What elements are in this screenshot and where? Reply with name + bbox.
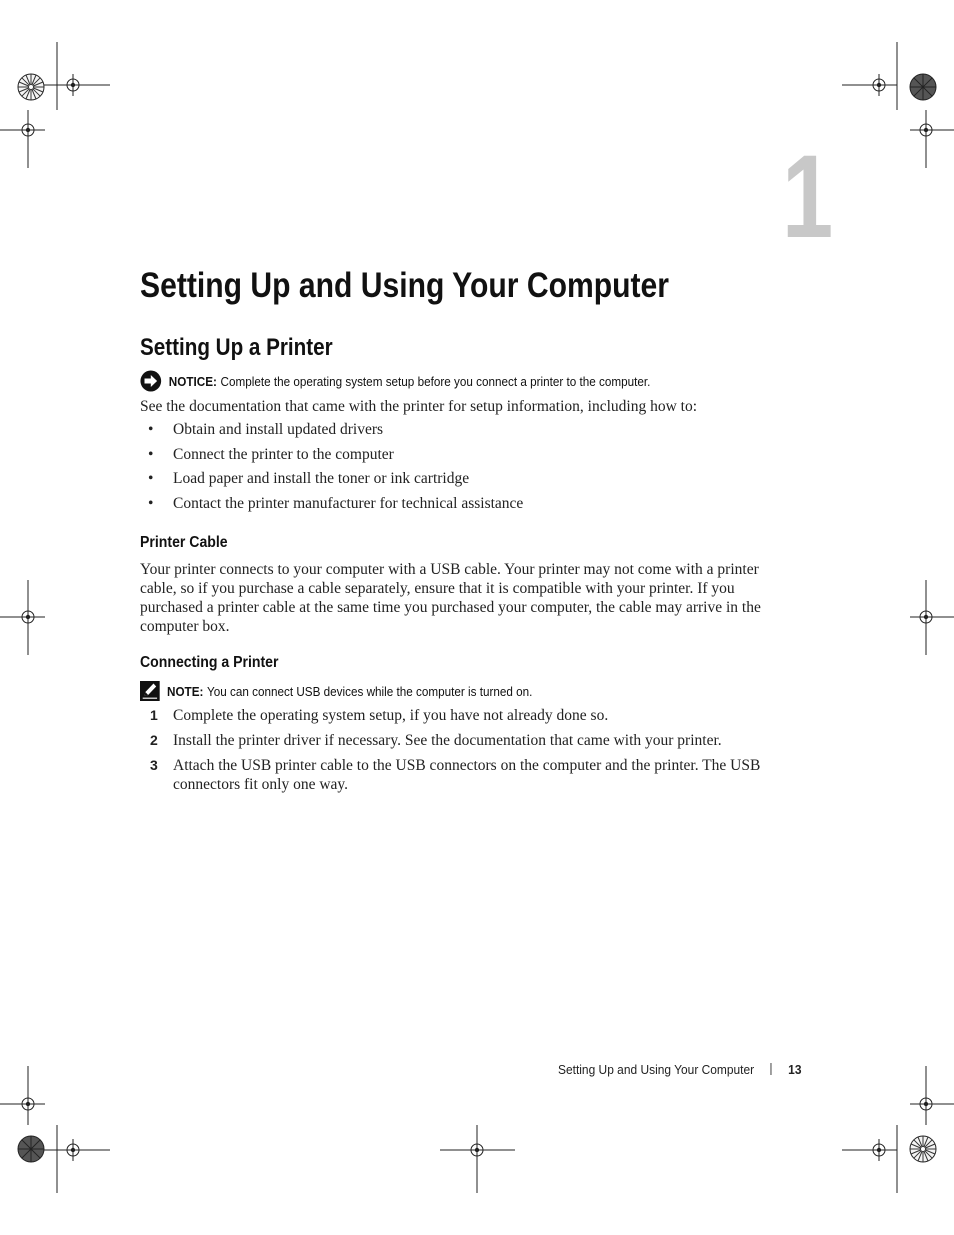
list-item: • Connect the printer to the computer: [148, 445, 394, 463]
note-label: NOTE:: [167, 683, 204, 699]
notice-callout: [140, 370, 650, 395]
list-item: 3 Attach the USB printer cable to the USB connectors on the computer and the printer. The USB connectors fit only one way.: [150, 757, 761, 793]
list-item: • Load paper and install the toner or ink cartridge: [148, 470, 470, 488]
notice-text: Complete the operating system setup before you connect a printer to the computer.: [220, 373, 651, 389]
chapter-number: 1: [782, 131, 834, 263]
list-item: 2 Install the printer driver if necessary. See the documentation that came with your printer.: [150, 732, 722, 749]
section-title: Setting Up a Printer: [140, 334, 333, 361]
list-item: • Obtain and install updated drivers: [148, 421, 384, 438]
printer-cable-paragraph: Your printer connects to your computer with a USB cable. Your printer may not come with a printer cable, so if you purchase a cable separately, ensure that it is compatible with your printer. If you purchased a printer cable at the same time you purchased your computer, the cable may arrive in the computer box.: [140, 561, 761, 635]
printer-cable-heading: Printer Cable: [140, 534, 228, 551]
page-number: 13: [788, 1062, 802, 1077]
setup-bullet-list: [140, 420, 790, 519]
note-pencil-icon: [140, 681, 160, 704]
running-title: Setting Up and Using Your Computer: [558, 1062, 755, 1077]
notice-arrow-icon: [140, 370, 162, 395]
footer-divider: [771, 1063, 772, 1075]
page-footer: [558, 1062, 801, 1077]
note-callout: [140, 681, 532, 704]
list-item: • Contact the printer manufacturer for technical assistance: [148, 495, 524, 513]
note-text: You can connect USB devices while the computer is turned on.: [207, 683, 533, 699]
connecting-steps-list: [140, 706, 790, 800]
notice-label: NOTICE:: [168, 373, 217, 389]
connecting-printer-heading: Connecting a Printer: [140, 654, 279, 671]
list-item: 1 Complete the operating system setup, if you have not already done so.: [150, 707, 609, 724]
chapter-title: Setting Up and Using Your Computer: [140, 266, 669, 305]
intro-paragraph: See the documentation that came with the printer for setup information, including how to:: [140, 398, 698, 415]
